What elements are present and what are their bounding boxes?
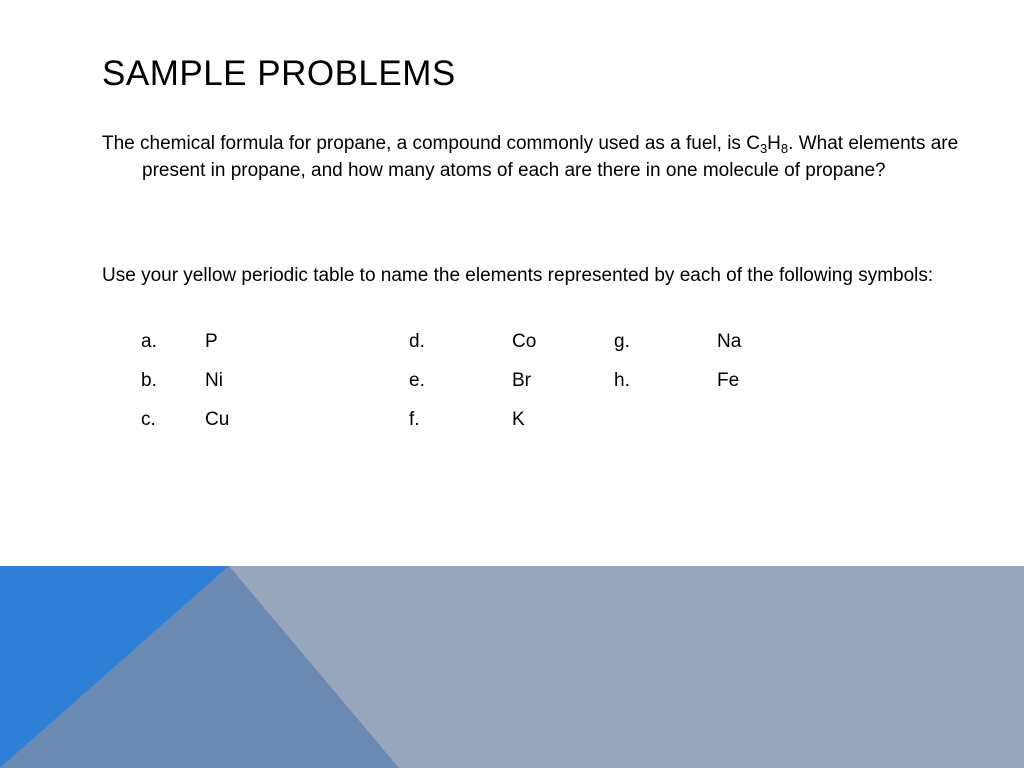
symbol-g-value: Na	[717, 331, 742, 352]
slide-title: SAMPLE PROBLEMS	[102, 54, 456, 93]
hydrogen-symbol: H	[767, 133, 781, 154]
symbol-f-value: K	[512, 409, 525, 430]
problem-1-text-after: . What elements are present in propane, and how many atoms of each are there in one molecule of propane?	[142, 133, 959, 181]
symbol-d-letter: d.	[409, 331, 425, 352]
subscript-3: 3	[759, 141, 768, 156]
symbol-e-letter: e.	[409, 370, 425, 391]
symbol-b-value: Ni	[205, 370, 223, 391]
symbol-c-letter: c.	[141, 409, 156, 430]
symbol-h-value: Fe	[717, 370, 740, 391]
symbol-a-value: P	[205, 331, 218, 352]
problem-1-text	[102, 130, 962, 184]
symbol-d-value: Co	[512, 331, 537, 352]
symbol-b-letter: b.	[141, 370, 157, 391]
decorative-footer-band	[0, 566, 1024, 768]
symbol-g-letter: g.	[614, 331, 630, 352]
symbol-h-letter: h.	[614, 370, 630, 391]
symbol-f-letter: f.	[409, 409, 420, 430]
problem-1-text-before: The chemical formula for propane, a compound commonly used as a fuel, is C	[102, 133, 760, 154]
footer-graphic	[0, 566, 1024, 768]
subscript-8: 8	[780, 141, 789, 156]
symbol-e-value: Br	[512, 370, 531, 391]
problem-2-text: Use your yellow periodic table to name the elements represented by each of the following symbols:	[102, 265, 934, 286]
symbol-c-value: Cu	[205, 409, 230, 430]
symbol-a-letter: a.	[141, 331, 157, 352]
